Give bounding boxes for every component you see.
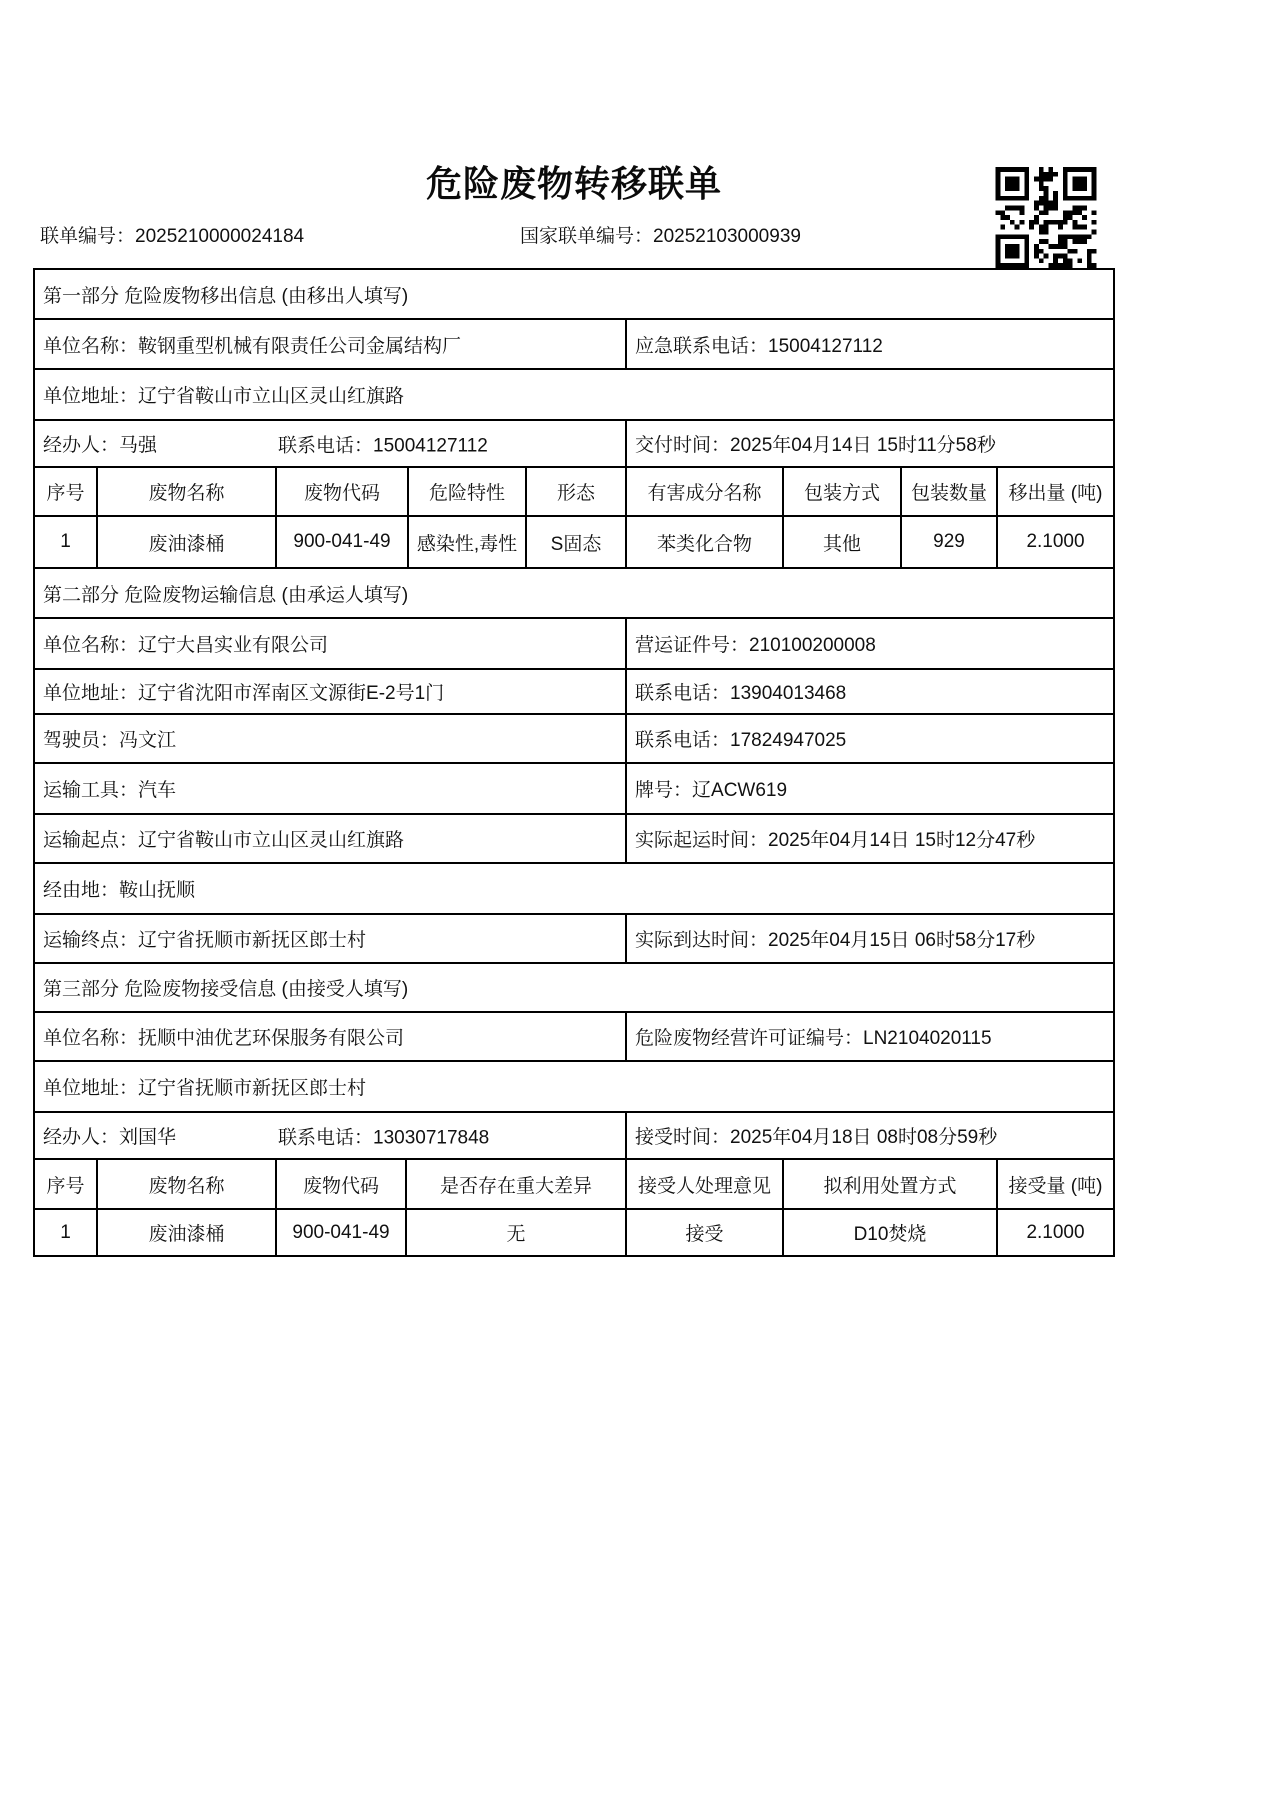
part3-company-row: [35, 1011, 1113, 1060]
manifest-number: [40, 221, 304, 248]
part3-section-title: 第三部分 危险废物接受信息 (由接受人填写): [43, 979, 409, 1000]
part2-company-row: [35, 617, 1113, 668]
part3-accept-time: 接受时间：2025年04月18日 08时08分59秒: [635, 1127, 998, 1148]
part2-via: 经由地：鞍山抚顺: [43, 880, 196, 901]
part2-destination: 运输终点：辽宁省抚顺市新抚区郎士村: [43, 930, 367, 951]
col-seq: 序号: [46, 1175, 85, 1197]
col-disposal-method: 拟利用处置方式: [823, 1175, 957, 1197]
part1-address: 单位地址：辽宁省鞍山市立山区灵山红旗路: [43, 386, 405, 407]
part1-agent-row: [35, 419, 1113, 466]
waste-out-amount: 2.1000: [1026, 531, 1085, 552]
part2-arrive-time: 实际到达时间：2025年04月15日 06时58分17秒: [635, 930, 1036, 951]
col-component: 有害成分名称: [647, 483, 762, 504]
part3-waste-header-row: [35, 1158, 1113, 1208]
col-out-amount: 移出量 (吨): [1008, 483, 1103, 504]
part3-agent-row: [35, 1111, 1113, 1158]
part2-section-header: [35, 567, 1113, 617]
col-waste-name: 废物名称: [148, 1175, 225, 1197]
qr-code-icon: [995, 167, 1097, 268]
col-seq: 序号: [46, 483, 85, 504]
part2-vehicle-row: [35, 762, 1113, 813]
part2-origin-row: [35, 813, 1113, 862]
col-packaging: 包装方式: [803, 483, 880, 504]
waste-code: 900-041-49: [293, 531, 391, 552]
part2-plate-number: 牌号：辽ACW619: [635, 780, 788, 801]
waste-name: 废油漆桶: [148, 533, 225, 555]
accept-disposal-method: D10焚烧: [853, 1224, 927, 1245]
col-waste-name: 废物名称: [148, 483, 225, 504]
part1-agent: 经办人：马强: [43, 435, 158, 456]
part1-company-name: 单位名称：鞍钢重型机械有限责任公司金属结构厂: [43, 335, 462, 357]
accept-amount: 2.1000: [1026, 1221, 1085, 1243]
part1-waste-header-row: [35, 466, 1113, 515]
part3-company-name: 单位名称：抚顺中油优艺环保服务有限公司: [43, 1028, 405, 1049]
part3-section-header: [35, 962, 1113, 1011]
reference-numbers: [0, 221, 1279, 249]
part3-address-row: [35, 1060, 1113, 1111]
part2-driver-row: [35, 713, 1113, 762]
col-accept-amount: 接受量 (吨): [1008, 1175, 1103, 1197]
part2-phone1: 联系电话：13904013468: [635, 683, 847, 704]
col-waste-code: 废物代码: [302, 1175, 379, 1197]
part1-deliver-time: 交付时间：2025年04月14日 15时11分58秒: [635, 435, 996, 456]
accept-discrepancy: 无: [506, 1224, 526, 1245]
part1-address-row: [35, 368, 1113, 419]
manifest-number-value: 2025210000024184: [135, 226, 305, 247]
col-package-qty: 包装数量: [910, 483, 987, 504]
part2-destination-row: [35, 913, 1113, 962]
col-receiver-opinion: 接受人处理意见: [637, 1175, 771, 1197]
waste-hazard: 感染性,毒性: [416, 533, 518, 555]
waste-packaging: 其他: [822, 533, 861, 555]
part3-agent-phone: 联系电话：13030717848: [278, 1127, 490, 1148]
document-title: 危险废物转移联单: [425, 163, 722, 204]
col-hazard: 危险特性: [428, 483, 505, 504]
part2-license: 营运证件号：210100200008: [635, 635, 876, 656]
national-number-value: 20252103000939: [653, 226, 801, 247]
part2-vehicle: 运输工具：汽车: [43, 780, 177, 801]
accept-seq: 1: [60, 1221, 71, 1243]
col-waste-code: 废物代码: [303, 483, 380, 504]
national-manifest-number: [520, 221, 801, 248]
col-form: 形态: [556, 483, 595, 504]
manifest-table: [33, 268, 1115, 1257]
part2-via-row: [35, 862, 1113, 913]
part1-section-title: 第一部分 危险废物移出信息 (由移出人填写): [43, 285, 409, 307]
part3-permit: 危险废物经营许可证编号：LN2104020115: [635, 1028, 992, 1049]
part2-depart-time: 实际起运时间：2025年04月14日 15时12分47秒: [635, 830, 1036, 851]
waste-package-qty: 929: [933, 531, 965, 552]
waste-form: S固态: [550, 533, 602, 555]
part3-waste-data-row: [35, 1208, 1113, 1255]
part1-waste-data-row: [35, 515, 1113, 567]
part2-origin: 运输起点：辽宁省鞍山市立山区灵山红旗路: [43, 830, 405, 851]
part3-agent: 经办人：刘国华: [43, 1127, 177, 1148]
waste-component: 苯类化合物: [656, 533, 752, 555]
manifest-number-label: 联单编号：: [40, 226, 136, 247]
part2-company-name: 单位名称：辽宁大昌实业有限公司: [43, 635, 329, 656]
part3-address: 单位地址：辽宁省抚顺市新抚区郎士村: [43, 1078, 367, 1099]
part2-phone2: 联系电话：17824947025: [635, 730, 847, 751]
part2-driver: 驾驶员：冯文江: [43, 730, 177, 751]
part1-agent-phone: 联系电话：15004127112: [278, 435, 488, 456]
accept-waste-name: 废油漆桶: [148, 1224, 225, 1245]
part2-section-title: 第二部分 危险废物运输信息 (由承运人填写): [43, 584, 409, 606]
accept-waste-code: 900-041-49: [292, 1221, 390, 1243]
part1-emergency-phone: 应急联系电话：15004127112: [635, 335, 883, 357]
part1-section-header: [35, 270, 1113, 318]
waste-seq: 1: [60, 531, 71, 552]
accept-opinion: 接受: [685, 1224, 724, 1245]
part2-address-row: [35, 668, 1113, 713]
national-number-label: 国家联单编号：: [520, 226, 654, 247]
col-discrepancy: 是否存在重大差异: [439, 1175, 592, 1197]
part1-company-row: [35, 318, 1113, 368]
part2-address: 单位地址：辽宁省沈阳市浑南区文源街E-2号1门: [43, 683, 445, 704]
